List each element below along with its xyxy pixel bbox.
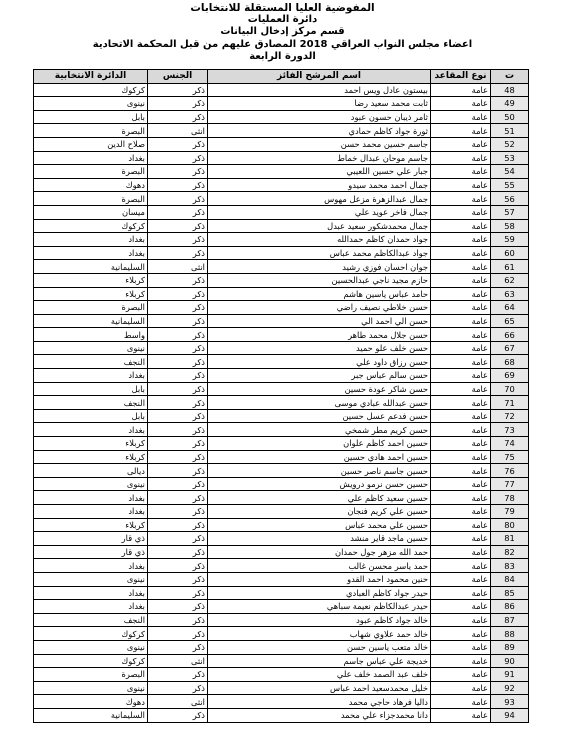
column-header-seat-type: نوع المقاعد [431,70,491,84]
district-cell: نينوى [34,97,148,111]
district-cell: بغداد [34,586,148,600]
row-number-cell: 89 [491,640,529,654]
district-cell: النجف [34,396,148,410]
table-row [34,464,529,478]
candidate-name-cell: خديجة علي عباس جاسم [208,654,431,668]
seat-type-cell: عامة [431,477,491,491]
table-row [34,205,529,219]
row-number-cell: 55 [491,178,529,192]
seat-type-cell: عامة [431,668,491,682]
table-row [34,260,529,274]
sex-cell: ذكر [148,586,208,600]
row-number-cell: 85 [491,586,529,600]
district-cell: السليمانية [34,708,148,722]
seat-type-cell: عامة [431,178,491,192]
section-name: قسم مركز إدخال البيانات [220,26,345,38]
seat-type-cell: عامة [431,572,491,586]
candidate-name-cell: حسين علي كريم فنجان [208,505,431,519]
seat-type-cell: عامة [431,409,491,423]
district-cell: بغداد [34,505,148,519]
row-number-cell: 49 [491,97,529,111]
row-number-cell: 53 [491,151,529,165]
seat-type-cell: عامة [431,396,491,410]
district-cell: بغداد [34,246,148,260]
sex-cell: ذكر [148,219,208,233]
table-row [34,654,529,668]
sex-cell: ذكر [148,627,208,641]
candidate-name-cell: خلف عبد الصمد خلف علي [208,668,431,682]
table-row [34,219,529,233]
seat-type-cell: عامة [431,559,491,573]
seat-type-cell: عامة [431,505,491,519]
sex-cell: ذكر [148,572,208,586]
seat-type-cell: عامة [431,328,491,342]
seat-type-cell: عامة [431,110,491,124]
seat-type-cell: عامة [431,246,491,260]
table-row [34,613,529,627]
candidate-name-cell: خليل محمدسعيد احمد عباس [208,681,431,695]
row-number-cell: 94 [491,708,529,722]
district-cell: بغداد [34,423,148,437]
sex-cell: ذكر [148,192,208,206]
table-row [34,532,529,546]
district-cell: واسط [34,328,148,342]
table-header-row [34,70,529,84]
sex-cell: ذكر [148,178,208,192]
seat-type-cell: عامة [431,627,491,641]
table-row [34,83,529,97]
table-row [34,423,529,437]
table-row [34,314,529,328]
candidate-name-cell: حسن رزاق داود علي [208,355,431,369]
seat-type-cell: عامة [431,124,491,138]
candidate-name-cell: حسن الي احمد الي [208,314,431,328]
row-number-cell: 76 [491,464,529,478]
seat-type-cell: عامة [431,314,491,328]
seat-type-cell: عامة [431,205,491,219]
table-row [34,110,529,124]
candidate-name-cell: حسن عبدالله عبادي موسى [208,396,431,410]
candidate-name-cell: حيدر جواد كاظم العبادي [208,586,431,600]
district-cell: البصرة [34,668,148,682]
table-row [34,396,529,410]
row-number-cell: 88 [491,627,529,641]
sex-cell: ذكر [148,287,208,301]
district-cell: بغداد [34,559,148,573]
district-cell: ديالى [34,464,148,478]
row-number-cell: 93 [491,695,529,709]
district-cell: دهوك [34,695,148,709]
sex-cell: ذكر [148,314,208,328]
table-row [34,233,529,247]
sex-cell: ذكر [148,110,208,124]
seat-type-cell: عامة [431,518,491,532]
district-cell: دهوك [34,178,148,192]
seat-type-cell: عامة [431,423,491,437]
district-cell: كربلاء [34,287,148,301]
sex-cell: ذكر [148,532,208,546]
table-row [34,559,529,573]
sex-cell: ذكر [148,464,208,478]
sex-cell: ذكر [148,151,208,165]
candidate-name-cell: جواد عبدالكاظم محمد عباس [208,246,431,260]
sex-cell: ذكر [148,681,208,695]
row-number-cell: 90 [491,654,529,668]
row-number-cell: 83 [491,559,529,573]
district-cell: كربلاء [34,437,148,451]
district-cell: كربلاء [34,273,148,287]
district-cell: ذي قار [34,545,148,559]
row-number-cell: 68 [491,355,529,369]
table-row [34,695,529,709]
sex-cell: ذكر [148,668,208,682]
seat-type-cell: عامة [431,545,491,559]
table-row [34,505,529,519]
row-number-cell: 65 [491,314,529,328]
sex-cell: ذكر [148,341,208,355]
sex-cell: ذكر [148,518,208,532]
seat-type-cell: عامة [431,97,491,111]
table-row [34,681,529,695]
sex-cell: ذكر [148,205,208,219]
candidate-name-cell: جوان احسان فوزي رشيد [208,260,431,274]
candidate-name-cell: جبار علي حسين اللعيبي [208,165,431,179]
row-number-cell: 74 [491,437,529,451]
row-number-cell: 73 [491,423,529,437]
candidate-name-cell: حيدر عبدالكاظم نعيمة سباهي [208,600,431,614]
row-number-cell: 79 [491,505,529,519]
seat-type-cell: عامة [431,151,491,165]
district-cell: نينوى [34,572,148,586]
sex-cell: ذكر [148,559,208,573]
candidate-name-cell: حسن خلف علو حميد [208,341,431,355]
sex-cell: ذكر [148,273,208,287]
candidate-name-cell: حسن سالم عباس جبر [208,369,431,383]
seat-type-cell: عامة [431,491,491,505]
sex-cell: انثى [148,695,208,709]
candidate-name-cell: حازم مجيد ناجي عبدالحسين [208,273,431,287]
candidate-name-cell: حمد الله مزهر جول حمدان [208,545,431,559]
table-row [34,355,529,369]
candidate-name-cell: خالد حمد علاوي شهاب [208,627,431,641]
row-number-cell: 66 [491,328,529,342]
seat-type-cell: عامة [431,233,491,247]
district-cell: نينوى [34,477,148,491]
row-number-cell: 61 [491,260,529,274]
district-cell: نينوى [34,681,148,695]
sex-cell: ذكر [148,83,208,97]
candidate-name-cell: ثورة جواد كاظم حمادي [208,124,431,138]
table-row [34,382,529,396]
district-cell: البصرة [34,165,148,179]
sex-cell: ذكر [148,423,208,437]
candidate-name-cell: ثامر ذيبان حسون عبود [208,110,431,124]
seat-type-cell: عامة [431,586,491,600]
row-number-cell: 71 [491,396,529,410]
table-row [34,369,529,383]
sex-cell: انثى [148,124,208,138]
table-row [34,124,529,138]
seat-type-cell: عامة [431,613,491,627]
candidate-name-cell: جمال فاخر عويد علي [208,205,431,219]
table-row [34,708,529,722]
candidate-name-cell: خالد جواد كاظم عبود [208,613,431,627]
sex-cell: انثى [148,260,208,274]
district-cell: بابل [34,110,148,124]
candidate-name-cell: حنين محمود احمد القدو [208,572,431,586]
candidate-name-cell: حمد ياسر محسن غالب [208,559,431,573]
column-header-district: الدائرة الانتخابية [34,70,148,84]
seat-type-cell: عامة [431,369,491,383]
table-row [34,600,529,614]
seat-type-cell: عامة [431,450,491,464]
row-number-cell: 62 [491,273,529,287]
members-table [33,69,529,723]
sex-cell: ذكر [148,708,208,722]
row-number-cell: 57 [491,205,529,219]
sex-cell: ذكر [148,369,208,383]
table-row [34,328,529,342]
seat-type-cell: عامة [431,464,491,478]
row-number-cell: 77 [491,477,529,491]
seat-type-cell: عامة [431,708,491,722]
sex-cell: ذكر [148,600,208,614]
district-cell: بغداد [34,369,148,383]
candidate-name-cell: حسن فدعم عسل حسين [208,409,431,423]
seat-type-cell: عامة [431,341,491,355]
seat-type-cell: عامة [431,287,491,301]
candidate-name-cell: حسين علي محمد عباس [208,518,431,532]
row-number-cell: 82 [491,545,529,559]
row-number-cell: 78 [491,491,529,505]
table-row [34,545,529,559]
seat-type-cell: عامة [431,192,491,206]
candidate-name-cell: ثابت محمد سعيد رضا [208,97,431,111]
row-number-cell: 81 [491,532,529,546]
row-number-cell: 69 [491,369,529,383]
sex-cell: ذكر [148,233,208,247]
sex-cell: ذكر [148,491,208,505]
candidate-name-cell: خالد متعب ياسين حسن [208,640,431,654]
row-number-cell: 60 [491,246,529,260]
row-number-cell: 59 [491,233,529,247]
row-number-cell: 58 [491,219,529,233]
sex-cell: انثى [148,654,208,668]
commission-name: المفوضية العليا المستقلة للانتخابات [190,2,375,14]
sex-cell: ذكر [148,165,208,179]
row-number-cell: 84 [491,572,529,586]
table-body [34,83,529,722]
district-cell: نينوى [34,341,148,355]
district-cell: بغداد [34,600,148,614]
district-cell: نينوى [34,640,148,654]
table-row [34,341,529,355]
row-number-cell: 75 [491,450,529,464]
table-row [34,491,529,505]
column-header-name: اسم المرشح الفائز [208,70,431,84]
candidate-name-cell: جاسم موحان عبدال خماط [208,151,431,165]
sex-cell: ذكر [148,409,208,423]
table-row [34,627,529,641]
candidate-name-cell: حامد عباس ياسين هاشم [208,287,431,301]
candidate-name-cell: دانا محمدجزاء علي محمد [208,708,431,722]
seat-type-cell: عامة [431,273,491,287]
candidate-name-cell: جمال محمدشكور سعيد عبدل [208,219,431,233]
district-cell: البصرة [34,192,148,206]
candidate-name-cell: حسين احمد كاظم علوان [208,437,431,451]
candidate-name-cell: جاسم حسين محمد حسن [208,137,431,151]
district-cell: بغداد [34,233,148,247]
candidate-name-cell: جمال عبدالزهرة مزعل مهوس [208,192,431,206]
table-row [34,518,529,532]
table-row [34,137,529,151]
row-number-cell: 63 [491,287,529,301]
department-name: دائرة العمليات [247,14,318,26]
candidate-name-cell: حسن كريم مطر شمخي [208,423,431,437]
row-number-cell: 72 [491,409,529,423]
seat-type-cell: عامة [431,437,491,451]
seat-type-cell: عامة [431,695,491,709]
candidate-name-cell: حسين جاسم ناصر حسين [208,464,431,478]
seat-type-cell: عامة [431,260,491,274]
session-label: الدورة الرابعة [249,50,316,62]
sex-cell: ذكر [148,246,208,260]
sex-cell: ذكر [148,450,208,464]
table-row [34,409,529,423]
table-row [34,97,529,111]
sex-cell: ذكر [148,328,208,342]
row-number-cell: 48 [491,83,529,97]
table-row [34,151,529,165]
candidate-name-cell: حسن خلاطي نصيف راضي [208,301,431,315]
table-row [34,450,529,464]
sex-cell: ذكر [148,505,208,519]
district-cell: كركوك [34,627,148,641]
table-row [34,287,529,301]
seat-type-cell: عامة [431,532,491,546]
table-row [34,192,529,206]
seat-type-cell: عامة [431,681,491,695]
table-row [34,273,529,287]
candidate-name-cell: جواد حمدان كاظم حمدالله [208,233,431,247]
sex-cell: ذكر [148,137,208,151]
candidate-name-cell: جمال احمد محمد سيدو [208,178,431,192]
table-row [34,178,529,192]
row-number-cell: 56 [491,192,529,206]
district-cell: النجف [34,613,148,627]
district-cell: كربلاء [34,450,148,464]
row-number-cell: 52 [491,137,529,151]
district-cell: كركوك [34,219,148,233]
document-title: اعضاء مجلس النواب العراقي 2018 المصادق عليهم من قبل المحكمة الاتحادية [92,38,473,50]
district-cell: كركوك [34,83,148,97]
district-cell: البصرة [34,301,148,315]
row-number-cell: 51 [491,124,529,138]
candidate-name-cell: حسين ماجد قاير منشد [208,532,431,546]
candidate-name-cell: حسين سعيد كاظم علي [208,491,431,505]
district-cell: بغداد [34,491,148,505]
row-number-cell: 87 [491,613,529,627]
row-number-cell: 91 [491,668,529,682]
row-number-cell: 92 [491,681,529,695]
seat-type-cell: عامة [431,640,491,654]
row-number-cell: 50 [491,110,529,124]
seat-type-cell: عامة [431,219,491,233]
row-number-cell: 67 [491,341,529,355]
table-row [34,640,529,654]
district-cell: بابل [34,382,148,396]
table-row [34,586,529,600]
row-number-cell: 86 [491,600,529,614]
sex-cell: ذكر [148,301,208,315]
document-header [40,2,525,63]
row-number-cell: 54 [491,165,529,179]
table-row [34,301,529,315]
sex-cell: ذكر [148,477,208,491]
sex-cell: ذكر [148,396,208,410]
candidate-name-cell: حسين احمد هادي حسين [208,450,431,464]
sex-cell: ذكر [148,545,208,559]
sex-cell: ذكر [148,382,208,396]
sex-cell: ذكر [148,437,208,451]
sex-cell: ذكر [148,355,208,369]
district-cell: كركوك [34,654,148,668]
seat-type-cell: عامة [431,382,491,396]
candidate-name-cell: حسين حسن نرمو درويش [208,477,431,491]
row-number-cell: 80 [491,518,529,532]
seat-type-cell: عامة [431,83,491,97]
district-cell: بغداد [34,151,148,165]
sex-cell: ذكر [148,97,208,111]
table-row [34,477,529,491]
seat-type-cell: عامة [431,600,491,614]
candidate-name-cell: حسن شاكر عودة حسين [208,382,431,396]
column-header-sex: الجنس [148,70,208,84]
sex-cell: ذكر [148,640,208,654]
sex-cell: ذكر [148,613,208,627]
table-row [34,437,529,451]
district-cell: ميسان [34,205,148,219]
column-header-number: ت [491,70,529,84]
district-cell: ذي قار [34,532,148,546]
seat-type-cell: عامة [431,301,491,315]
district-cell: السليمانية [34,260,148,274]
candidate-name-cell: بيستون عادل ويس احمد [208,83,431,97]
table-row [34,165,529,179]
seat-type-cell: عامة [431,137,491,151]
table-row [34,668,529,682]
row-number-cell: 64 [491,301,529,315]
seat-type-cell: عامة [431,355,491,369]
candidate-name-cell: داليا فرهاد حاجي محمد [208,695,431,709]
row-number-cell: 70 [491,382,529,396]
district-cell: البصرة [34,124,148,138]
district-cell: صلاح الدين [34,137,148,151]
district-cell: السليمانية [34,314,148,328]
seat-type-cell: عامة [431,654,491,668]
district-cell: بابل [34,409,148,423]
table-row [34,572,529,586]
seat-type-cell: عامة [431,165,491,179]
candidate-name-cell: حسن جلال محمد طاهر [208,328,431,342]
table-row [34,246,529,260]
district-cell: كربلاء [34,518,148,532]
district-cell: النجف [34,355,148,369]
